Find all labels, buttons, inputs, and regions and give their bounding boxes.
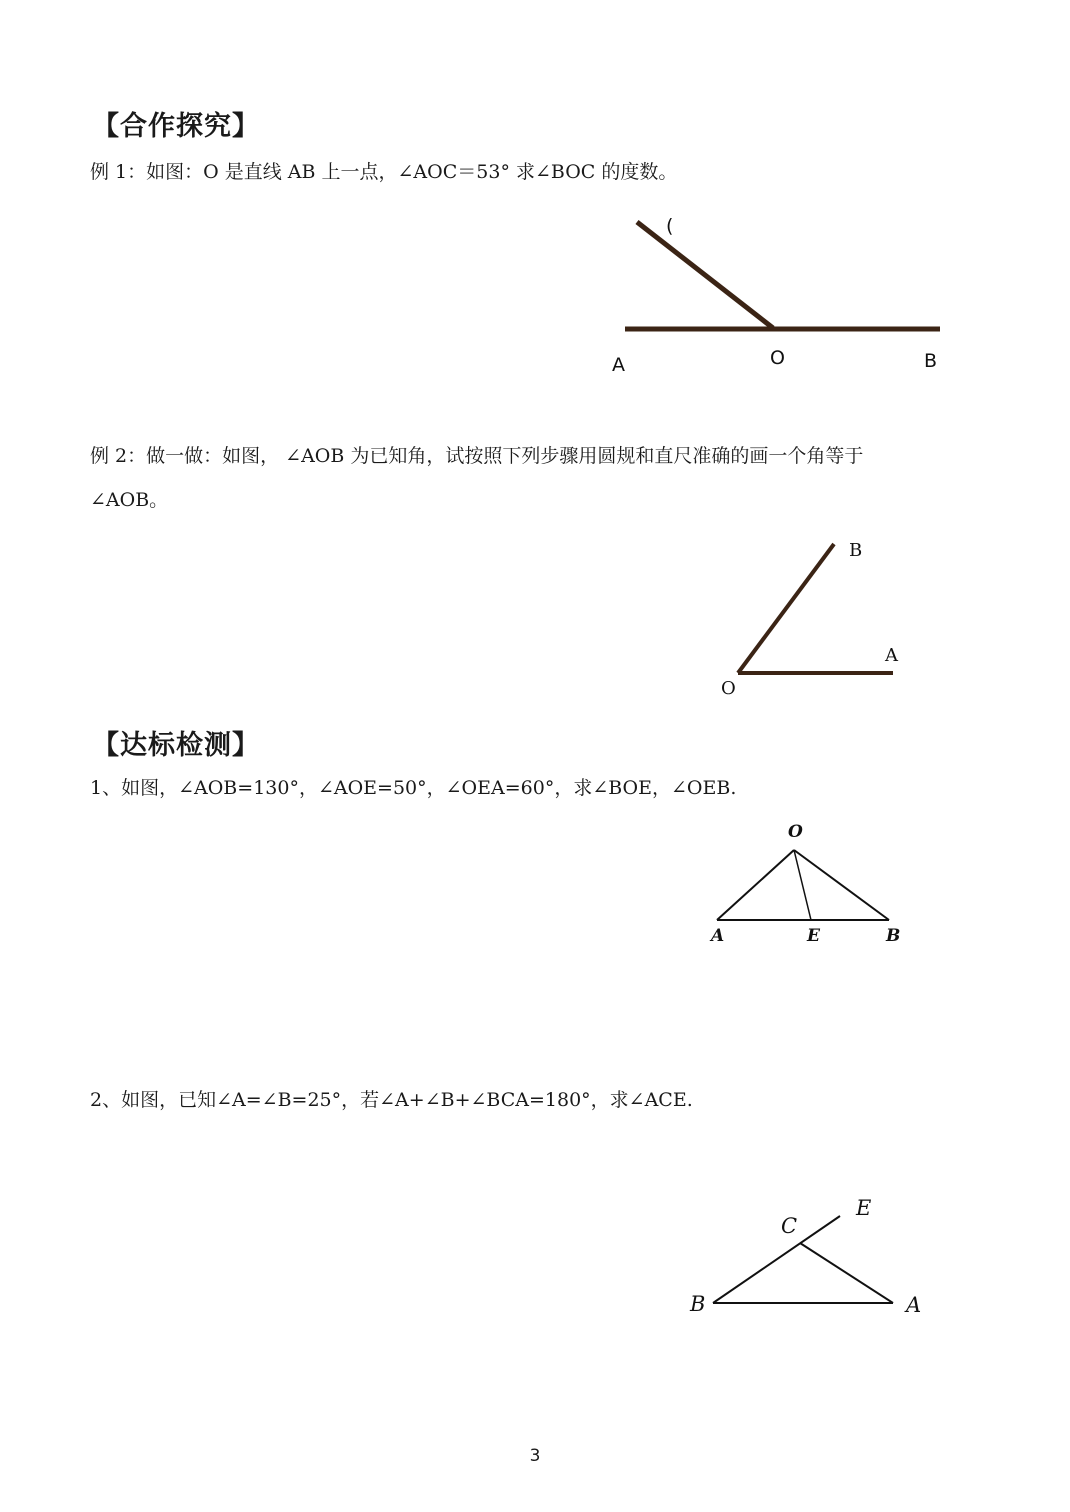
label-b: B: [849, 540, 863, 561]
problem-2-figure: [689, 1196, 921, 1317]
label-o: O: [770, 347, 785, 369]
label-a: A: [612, 354, 625, 376]
ray-bce: [713, 1216, 840, 1303]
label-a: A: [711, 926, 725, 946]
problem-1-text: 1、如图，∠AOB=130°，∠AOE=50°，∠OEA=60°，求∠BOE，∠OEB.: [90, 777, 737, 799]
label-b: B: [924, 350, 938, 372]
example-2-figure: [721, 540, 899, 699]
ray-oc: [637, 222, 773, 328]
problem-1-figure: [709, 822, 900, 946]
problem-2-text: 2、如图，已知∠A=∠B=25°，若∠A+∠B+∠BCA=180°，求∠ACE.: [90, 1089, 693, 1111]
ray-ob: [738, 544, 834, 673]
label-o: O: [788, 822, 803, 842]
section-heading-cooperative-inquiry: 【合作探究】: [92, 111, 260, 142]
page-number: 3: [529, 1446, 541, 1466]
label-a: A: [885, 645, 898, 666]
label-c: (: [666, 215, 674, 237]
label-e: E: [856, 1196, 872, 1220]
segment-oa: [717, 850, 794, 920]
segment-ca: [800, 1243, 893, 1303]
label-b: B: [690, 1292, 706, 1316]
label-a: A: [906, 1293, 922, 1317]
label-b: B: [886, 926, 901, 946]
example-2-text-line-2: ∠AOB。: [90, 489, 169, 511]
label-c: C: [781, 1214, 798, 1238]
section-heading-assessment: 【达标检测】: [92, 730, 260, 761]
example-2-text-line-1: 例 2：做一做：如图， ∠AOB 为已知角，试按照下列步骤用圆规和直尺准确的画一个角等于: [90, 445, 864, 467]
label-o: O: [721, 678, 736, 699]
example-1-text: 例 1：如图：O 是直线 AB 上一点，∠AOC＝53° 求∠BOC 的度数。: [90, 161, 678, 183]
label-e: E: [807, 926, 820, 946]
example-1-figure: [612, 215, 940, 376]
